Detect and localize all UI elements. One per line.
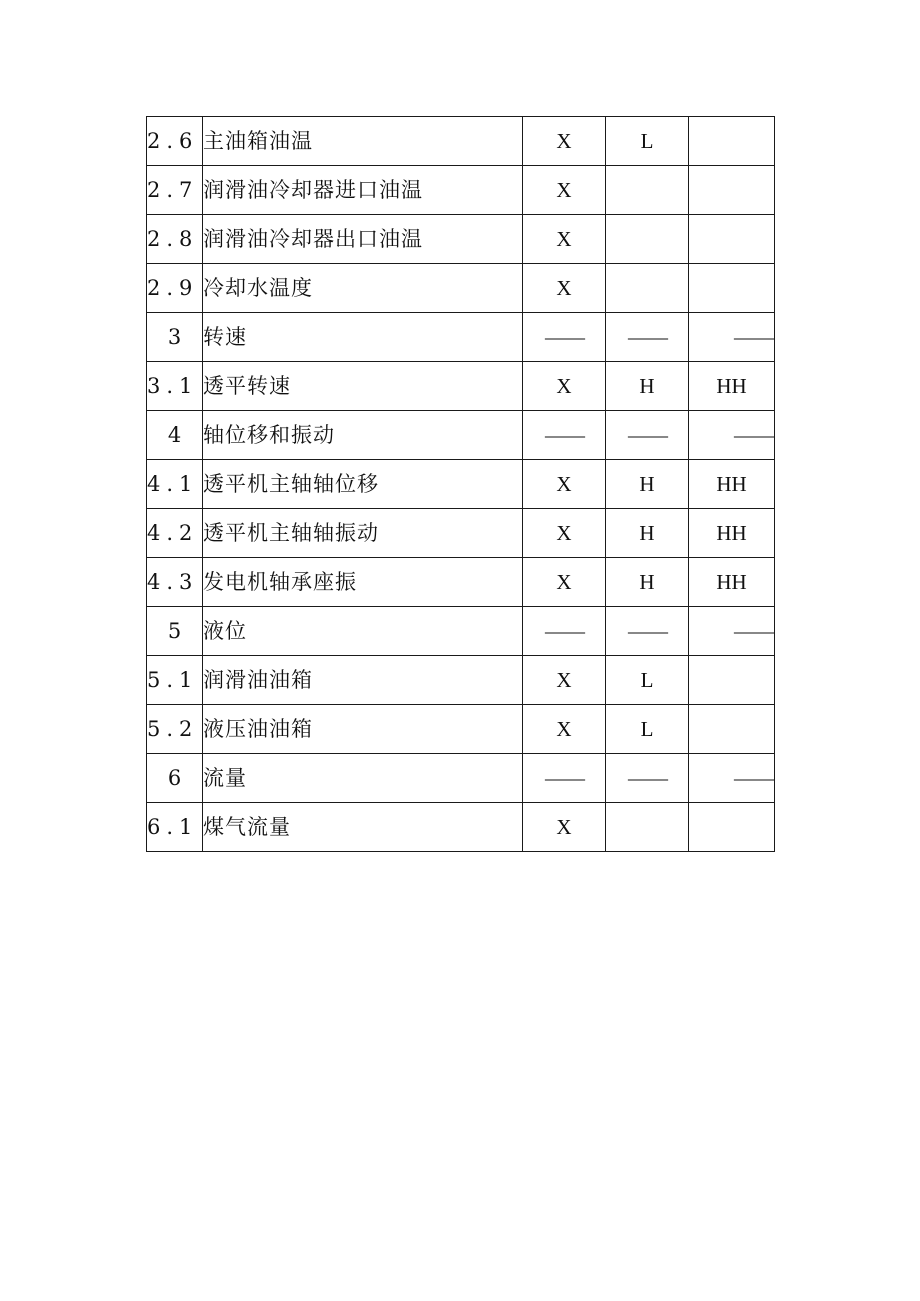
table-row xyxy=(147,558,775,607)
row-name: 煤气流量 xyxy=(203,803,523,852)
row-number: 4 xyxy=(147,411,203,460)
cell-alarm: H xyxy=(606,558,689,607)
row-name: 润滑油油箱 xyxy=(203,656,523,705)
cell-indicator: X xyxy=(523,705,606,754)
cell-trip xyxy=(689,264,775,313)
cell-indicator: X xyxy=(523,362,606,411)
table-row xyxy=(147,166,775,215)
row-name: 主油箱油温 xyxy=(203,117,523,166)
cell-alarm: L xyxy=(606,656,689,705)
cell-trip: —— xyxy=(689,313,775,362)
cell-indicator: —— xyxy=(523,313,606,362)
cell-indicator: X xyxy=(523,803,606,852)
cell-trip: —— xyxy=(689,607,775,656)
cell-alarm: L xyxy=(606,117,689,166)
row-name: 转速 xyxy=(203,313,523,362)
cell-trip: HH xyxy=(689,558,775,607)
table-row xyxy=(147,803,775,852)
row-number: 4.3 xyxy=(147,558,203,607)
row-number: 2.8 xyxy=(147,215,203,264)
cell-indicator: X xyxy=(523,215,606,264)
table-row xyxy=(147,411,775,460)
row-name: 透平机主轴轴位移 xyxy=(203,460,523,509)
cell-trip xyxy=(689,803,775,852)
row-number: 2.9 xyxy=(147,264,203,313)
cell-trip xyxy=(689,215,775,264)
row-name: 冷却水温度 xyxy=(203,264,523,313)
cell-alarm: H xyxy=(606,362,689,411)
cell-trip xyxy=(689,656,775,705)
table-row xyxy=(147,754,775,803)
cell-indicator: X xyxy=(523,460,606,509)
row-number: 4.1 xyxy=(147,460,203,509)
row-number: 6 xyxy=(147,754,203,803)
cell-trip xyxy=(689,166,775,215)
row-name: 透平转速 xyxy=(203,362,523,411)
cell-indicator: X xyxy=(523,264,606,313)
row-number: 5 xyxy=(147,607,203,656)
table-row xyxy=(147,607,775,656)
row-name: 润滑油冷却器进口油温 xyxy=(203,166,523,215)
row-number: 5.2 xyxy=(147,705,203,754)
cell-trip: —— xyxy=(689,411,775,460)
cell-trip xyxy=(689,705,775,754)
table-row xyxy=(147,117,775,166)
row-name: 发电机轴承座振 xyxy=(203,558,523,607)
cell-trip: HH xyxy=(689,460,775,509)
table-row xyxy=(147,362,775,411)
cell-indicator: X xyxy=(523,166,606,215)
cell-alarm: L xyxy=(606,705,689,754)
row-number: 2.7 xyxy=(147,166,203,215)
row-name: 润滑油冷却器出口油温 xyxy=(203,215,523,264)
table-row xyxy=(147,264,775,313)
cell-indicator: —— xyxy=(523,607,606,656)
table-row xyxy=(147,313,775,362)
table-row xyxy=(147,509,775,558)
cell-indicator: —— xyxy=(523,411,606,460)
cell-indicator: X xyxy=(523,558,606,607)
row-number: 3.1 xyxy=(147,362,203,411)
cell-indicator: X xyxy=(523,117,606,166)
row-number: 5.1 xyxy=(147,656,203,705)
row-number: 4.2 xyxy=(147,509,203,558)
cell-alarm xyxy=(606,803,689,852)
table-row xyxy=(147,460,775,509)
cell-trip xyxy=(689,117,775,166)
row-name: 流量 xyxy=(203,754,523,803)
row-name: 液压油油箱 xyxy=(203,705,523,754)
cell-alarm: H xyxy=(606,509,689,558)
cell-indicator: —— xyxy=(523,754,606,803)
cell-trip: HH xyxy=(689,362,775,411)
cell-alarm: —— xyxy=(606,313,689,362)
row-name: 轴位移和振动 xyxy=(203,411,523,460)
cell-alarm: —— xyxy=(606,754,689,803)
cell-alarm: —— xyxy=(606,607,689,656)
cell-trip: —— xyxy=(689,754,775,803)
parameter-table xyxy=(146,116,775,852)
table-row xyxy=(147,656,775,705)
cell-alarm: —— xyxy=(606,411,689,460)
cell-trip: HH xyxy=(689,509,775,558)
cell-alarm xyxy=(606,264,689,313)
table-row xyxy=(147,705,775,754)
row-number: 6.1 xyxy=(147,803,203,852)
cell-alarm xyxy=(606,166,689,215)
row-number: 2.6 xyxy=(147,117,203,166)
row-name: 透平机主轴轴振动 xyxy=(203,509,523,558)
cell-alarm xyxy=(606,215,689,264)
cell-indicator: X xyxy=(523,656,606,705)
table-row xyxy=(147,215,775,264)
cell-alarm: H xyxy=(606,460,689,509)
cell-indicator: X xyxy=(523,509,606,558)
row-number: 3 xyxy=(147,313,203,362)
row-name: 液位 xyxy=(203,607,523,656)
